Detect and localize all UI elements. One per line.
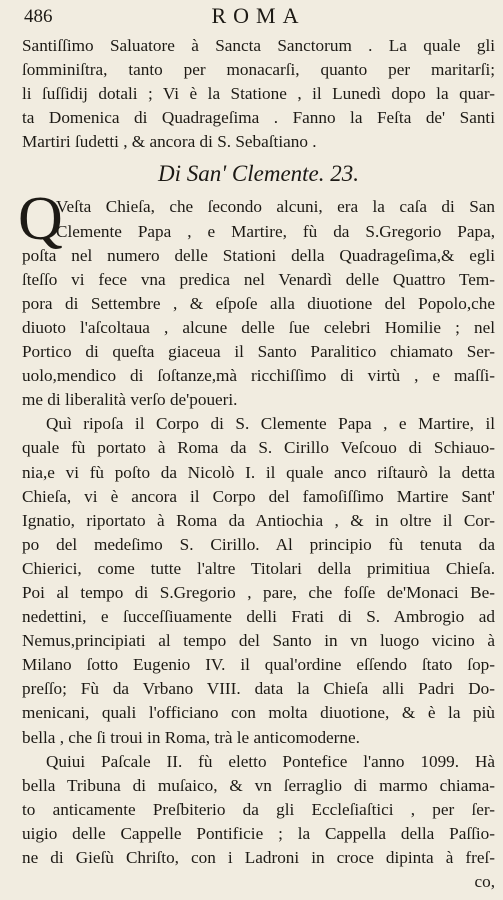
- text-line: ſomminiſtra, tanto per monacarſi, quanto per maritarſi;: [22, 60, 495, 80]
- body-text: [18, 34, 495, 894]
- page-number: 486: [24, 6, 53, 27]
- text-line: Veſta Chieſa, che ſecondo alcuni, era la caſa di San: [56, 197, 495, 217]
- text-line: Clemente Papa , e Martire, fù da S.Gregorio Papa,: [56, 221, 495, 241]
- text-line: Chierici, come tutte l'altre Titolari della primitiua Chieſa.: [22, 558, 495, 578]
- text-line: menicani, quali l'officiano con molta diuotione, & è la più: [22, 703, 495, 723]
- text-line: bella Tribuna di muſaico, & vn ſerraglio di marmo chiama-: [22, 775, 495, 795]
- text-line: to anticamente Preſbiterio da gli Eccleſiaſtici , per ſer-: [22, 799, 495, 819]
- text-line: ne di Gieſù Chriſto, con i Ladroni in croce dipinta à freſ-: [22, 848, 495, 867]
- page-header: [24, 0, 493, 36]
- text-line: po del medeſimo S. Cirillo. Al principio fù tenuta da: [22, 534, 495, 554]
- section-heading: Di San' Clemente. 23.: [157, 161, 360, 187]
- text-line: preſſo; Fù da Vrbano VIII. data la Chieſa alli Padri Do-: [22, 679, 495, 699]
- text-line: pora di Settembre , & eſpoſe alla diuotione del Popolo,che: [22, 293, 495, 313]
- running-title: ROMA: [211, 3, 306, 28]
- text-line: ſteſſo vi fece vna predica nel Venardì delle Quattro Tem-: [22, 269, 495, 289]
- text-line: poſta nel numero delle Stationi della Quadrageſima,& egli: [22, 245, 495, 265]
- text-line: Quì ripoſa il Corpo di S. Clemente Papa , e Martire, il: [46, 414, 495, 434]
- paragraph-3: [22, 750, 495, 895]
- text-line: diuoto l'aſcoltaua , alcune delle ſue celebri Homilie ; nel: [22, 317, 495, 337]
- text-line: uolo,mendico di ſoſtanze,mà ricchiſſimo di virtù , e maſſi-: [22, 366, 495, 386]
- text-line: Martiri ſudetti , & ancora di S. Sebaſtiano .: [22, 132, 317, 152]
- text-line: me di liberalità verſo de'poueri.: [22, 390, 238, 410]
- paragraph-2: [22, 412, 495, 749]
- text-line: Portico di queſta giaceua il Santo Paralitico chiamato Ser-: [22, 342, 495, 362]
- text-line: uigio delle Cappelle Pontificie ; la Cappella della Paſſio-: [22, 823, 495, 843]
- paragraph-1: [18, 185, 495, 412]
- text-line: li ſuſſidij dotali ; Vi è la Statione , il Lunedì dopo la quar-: [22, 84, 495, 104]
- text-line: Poi al tempo di S.Gregorio , pare, che foſſe de'Monaci Be-: [22, 582, 495, 602]
- text-line: ta Domenica di Quadrageſima . Fanno la Feſta de' Santi: [22, 108, 495, 128]
- text-line: quale fù portato à Roma da S. Cirillo Veſcouo di Schiauo-: [22, 438, 495, 458]
- text-line: Nemus,principiati al tempo del Santo in vn luogo vicino à: [22, 631, 495, 651]
- text-line: Santiſſimo Saluatore à Sancta Sanctorum . La quale gli: [22, 36, 495, 55]
- drop-cap: Q: [18, 185, 63, 254]
- text-line: Quiui Paſcale II. fù eletto Pontefice l'anno 1099. Hà: [46, 751, 495, 771]
- text-line: Milano ſotto Eugenio IV. il qual'ordine eſſendo ſtato ſop-: [22, 655, 495, 675]
- text-line: Ignatio, riportato à Roma da Antiochia , & in oltre il Cor-: [22, 510, 495, 530]
- text-line: Chieſa, vi è ancora il Corpo del famoſiſſimo Martire Sant': [22, 486, 495, 506]
- text-line: nia,e vi fù poſto da Nicolò I. il quale anco riſtaurò la detta: [22, 462, 495, 482]
- intro-paragraph: [22, 34, 495, 154]
- catchword: co,: [474, 872, 495, 892]
- text-line: bella , che ſi troui in Roma, trà le anticomoderne.: [22, 727, 360, 747]
- text-line: nedettini, e ſucceſſiuamente delli Frati di S. Ambrogio ad: [22, 607, 495, 627]
